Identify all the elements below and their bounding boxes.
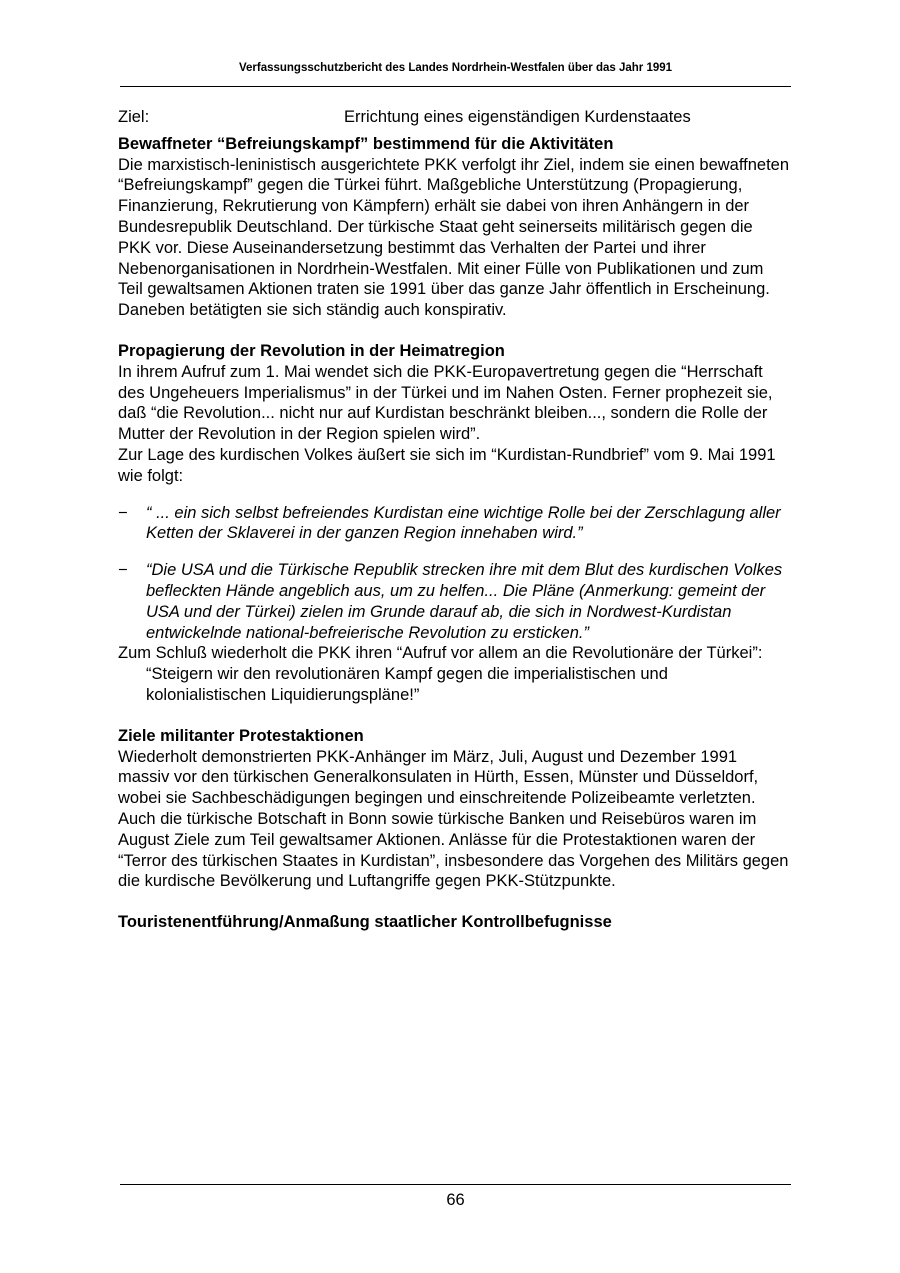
header-rule	[120, 86, 791, 87]
dash-bullet: −	[118, 503, 128, 522]
paragraph-befreiungskampf: Die marxistisch-leninistisch ausgerichtete PKK verfolgt ihr Ziel, indem sie einen bewaffneten “Befreiungskampf” gegen die Türkei führt. Maßgebliche Unterstützung (Propagierung, Finanzierung, Rekrutierung von Kämpfern) erhält sie dabei von ihren Anhängern in der Bundesrepublik Deutschland. Der türkische Staat geht seinerseits militärisch gegen die PKK vor. Diese Auseinandersetzung bestimmt das Verhalten der Partei und ihrer Nebenorganisationen in Nordrhein-Westfalen. Mit einer Fülle von Publikationen und zum Teil gewaltsamen Aktionen traten sie 1991 über das ganze Jahr öffentlich in Erscheinung. Daneben betätigten sie sich ständig auch konspirativ.	[118, 155, 790, 320]
section-heading-protestaktionen: Ziele militanter Protestaktionen	[118, 726, 364, 745]
ziel-value: Errichtung eines eigenständigen Kurdenstaates	[344, 108, 691, 126]
page-content	[118, 107, 790, 933]
quote-item-1	[118, 503, 790, 545]
quote-item-2	[118, 560, 790, 643]
paragraph-kurdistan-rundbrief: Zur Lage des kurdischen Volkes äußert sie sich im “Kurdistan-Rundbrief” vom 9. Mai 1991 wie folgt:	[118, 445, 776, 485]
dash-bullet: −	[118, 561, 128, 580]
ziel-label: Ziel:	[118, 108, 150, 126]
section-heading-befreiungskampf: Bewaffneter “Befreiungskampf” bestimmend für die Aktivitäten	[118, 134, 614, 153]
running-header: Verfassungsschutzbericht des Landes Nordrhein-Westfalen über das Jahr 1991	[238, 62, 673, 74]
paragraph-schluss: Zum Schluß wiederholt die PKK ihren “Aufruf vor allem an die Revolutionäre der Türkei”:	[118, 644, 763, 663]
blockquote-aufruf: “Steigern wir den revolutionären Kampf gegen die imperialistischen und kolonialistischen Liquidierungspläne!”	[146, 665, 668, 704]
paragraph-protestaktionen: Wiederholt demonstrierten PKK-Anhänger im März, Juli, August und Dezember 1991 massiv vor den türkischen Generalkonsulaten in Hürth, Essen, Münster und Düsseldorf, wobei sie Sachbeschädigungen begingen und einschreitende Polizeibeamte verletzten. Auch die türkische Botschaft in Bonn sowie türkische Banken und Reisebüros waren im August Ziele zum Teil gewaltsamer Aktionen. Anlässe für die Protestaktionen waren der “Terror des türkischen Staates in Kurdistan”, insbesondere das Vorgehen des Militärs gegen die kurdische Bevölkerung und Luftangriffe gegen PKK-Stützpunkte.	[118, 747, 789, 891]
footer-rule	[120, 1184, 791, 1185]
paragraph-aufruf-1-mai: In ihrem Aufruf zum 1. Mai wendet sich die PKK-Europavertretung gegen die “Herrschaft des Ungeheuers Imperialismus” in der Türkei und im Nahen Osten. Ferner prophezeit sie, daß “die Revolution... nicht nur auf Kurdistan beschränkt bleiben..., sondern die Rolle der Mutter der Revolution in der Region spielen wird”.	[118, 362, 773, 444]
ziel-row	[118, 107, 790, 128]
quote-text-1: “ ... ein sich selbst befreiendes Kurdistan eine wichtige Rolle bei der Zerschlagung aller Ketten der Sklaverei in der ganzen Region innehaben wird.”	[146, 503, 781, 543]
section-heading-propagierung: Propagierung der Revolution in der Heimatregion	[118, 341, 505, 360]
quote-text-2: “Die USA und die Türkische Republik strecken ihre mit dem Blut des kurdischen Volkes befleckten Hände angeblich aus, um zu helfen... Die Pläne (Anmerkung: gemeint der USA und der Türkei) zielen im Grunde darauf ab, die sich in Nordwest-Kurdistan entwickelnde national-befreierische Revolution zu ersticken.”	[146, 561, 783, 642]
section-heading-touristenentfuehrung: Touristenentführung/Anmaßung staatlicher Kontrollbefugnisse	[118, 913, 612, 932]
page-number: 66	[446, 1191, 465, 1209]
